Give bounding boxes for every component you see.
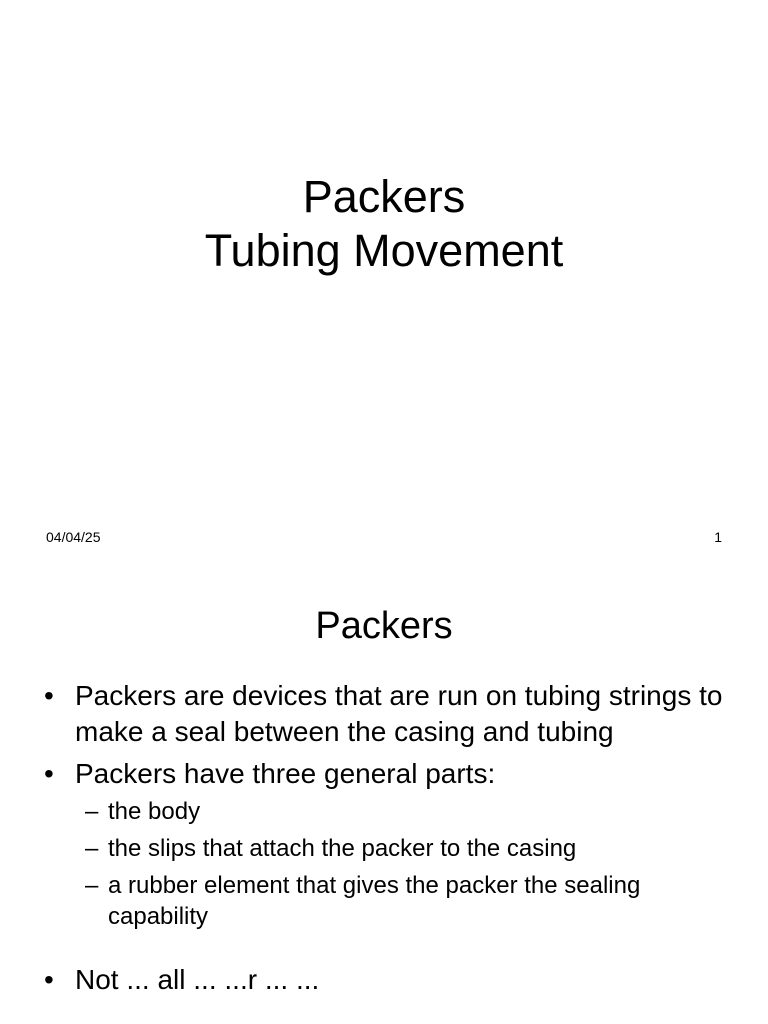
sub-bullet-item <box>75 833 724 864</box>
bullet-text: Not ... all ... ...r ... ... <box>75 964 320 995</box>
bullet-marker: • <box>44 680 54 711</box>
bullet-item-cut-off <box>44 962 724 998</box>
sub-bullet-marker: – <box>85 798 99 825</box>
bullet-text: Packers have three general parts: <box>75 758 496 789</box>
sub-bullet-list <box>75 796 724 932</box>
title-line-2: Tubing Movement <box>204 225 564 276</box>
sub-bullet-item <box>75 870 724 932</box>
slide-2 <box>0 576 768 1024</box>
bullet-list <box>44 678 724 1004</box>
bullet-item <box>44 678 724 750</box>
footer-date: 04/04/25 <box>46 529 101 545</box>
sub-bullet-marker: – <box>85 872 99 899</box>
bullet-marker: • <box>44 758 54 789</box>
slide-title: Packers <box>315 605 453 647</box>
bullet-marker: • <box>44 964 54 995</box>
footer-page-number: 1 <box>714 529 722 545</box>
slide-title <box>0 170 768 278</box>
sub-bullet-text: the body <box>108 798 201 825</box>
bullet-text: Packers are devices that are run on tubing strings to make a seal between the casing and tubing <box>75 680 723 747</box>
bullet-item <box>44 756 724 932</box>
sub-bullet-text: a rubber element that gives the packer the sealing capability <box>108 872 641 930</box>
sub-bullet-item <box>75 796 724 827</box>
sub-bullet-marker: – <box>85 835 99 862</box>
sub-bullet-text: the slips that attach the packer to the casing <box>108 835 577 862</box>
title-line-1: Packers <box>302 171 466 222</box>
